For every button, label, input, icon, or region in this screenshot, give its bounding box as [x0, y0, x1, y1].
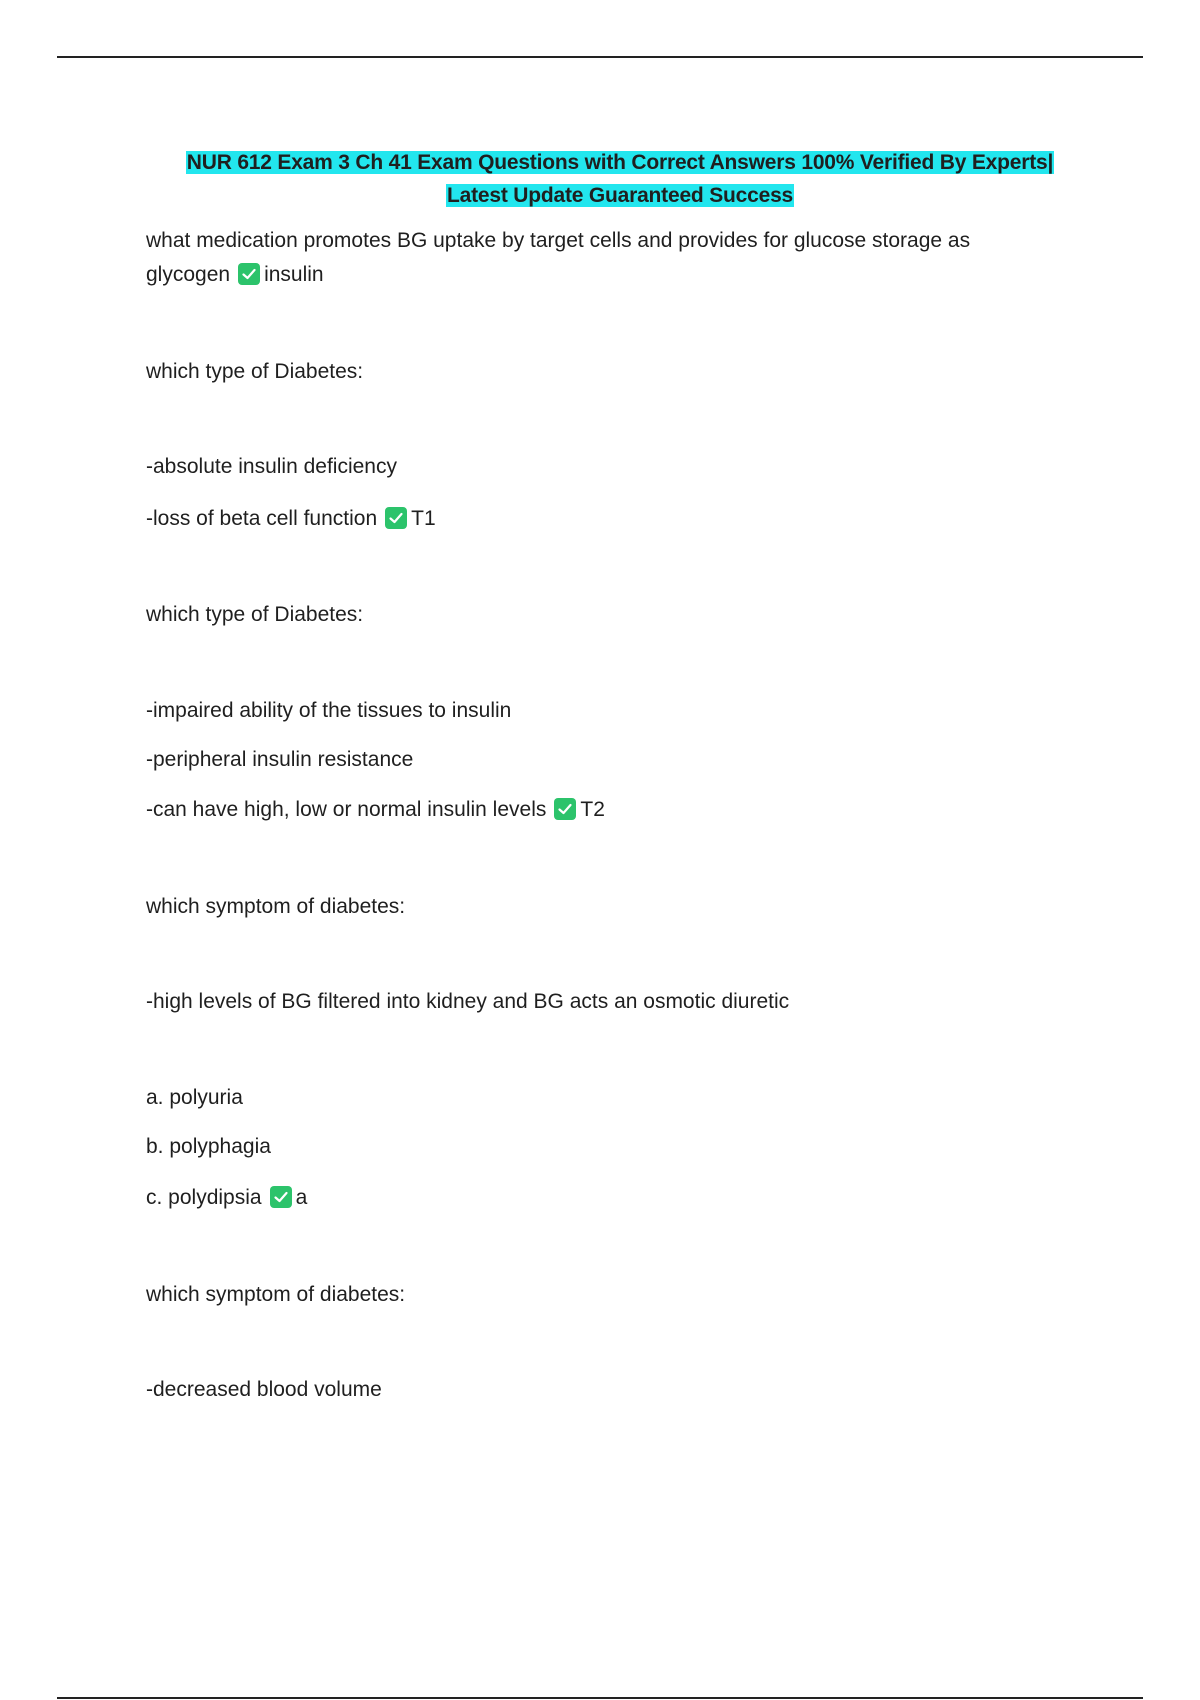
question-2-answer: T1: [411, 507, 436, 530]
question-4-option-c-text: c. polydipsia: [146, 1186, 262, 1209]
question-5-prompt: which symptom of diabetes:: [146, 1283, 406, 1306]
check-mark-icon: [385, 507, 407, 529]
check-mark-icon: [238, 263, 260, 285]
question-4-option-a: a. polyuria: [146, 1086, 243, 1109]
question-4-prompt: which symptom of diabetes:: [146, 895, 406, 918]
question-2-prompt: which type of Diabetes:: [146, 360, 364, 383]
title-line-2: Latest Update Guaranteed Success: [446, 184, 794, 207]
document-title: [60, 146, 1180, 212]
check-mark-icon: [554, 798, 576, 820]
question-1-line-2: [146, 258, 324, 292]
check-mark-icon: [270, 1186, 292, 1208]
question-1-line-1: [146, 224, 970, 258]
footer-rule: [57, 1697, 1143, 1699]
question-4-option-c: [146, 1181, 307, 1215]
question-3-item-3: [146, 793, 605, 827]
question-1-answer: insulin: [264, 263, 324, 286]
question-4-item-1: -high levels of BG filtered into kidney and BG acts an osmotic diuretic: [146, 990, 790, 1013]
title-line-1: NUR 612 Exam 3 Ch 41 Exam Questions with Correct Answers 100% Verified By Experts|: [186, 151, 1054, 174]
question-3-item-3-text: -can have high, low or normal insulin levels: [146, 798, 547, 821]
question-2-item-2: [146, 502, 436, 536]
question-2-item-2-text: -loss of beta cell function: [146, 507, 378, 530]
question-1-text: what medication promotes BG uptake by target cells and provides for glucose storage as: [146, 229, 971, 252]
question-3-item-1: -impaired ability of the tissues to insulin: [146, 699, 512, 722]
question-4-option-b: b. polyphagia: [146, 1135, 271, 1158]
question-2-item-1: -absolute insulin deficiency: [146, 455, 397, 478]
question-3-prompt: which type of Diabetes:: [146, 603, 364, 626]
question-3-answer: T2: [580, 798, 605, 821]
question-3-item-2: -peripheral insulin resistance: [146, 748, 414, 771]
question-5-item-1: -decreased blood volume: [146, 1378, 382, 1401]
question-1-text-continued: glycogen: [146, 263, 231, 286]
header-rule: [57, 56, 1143, 58]
question-4-answer: a: [295, 1186, 308, 1209]
